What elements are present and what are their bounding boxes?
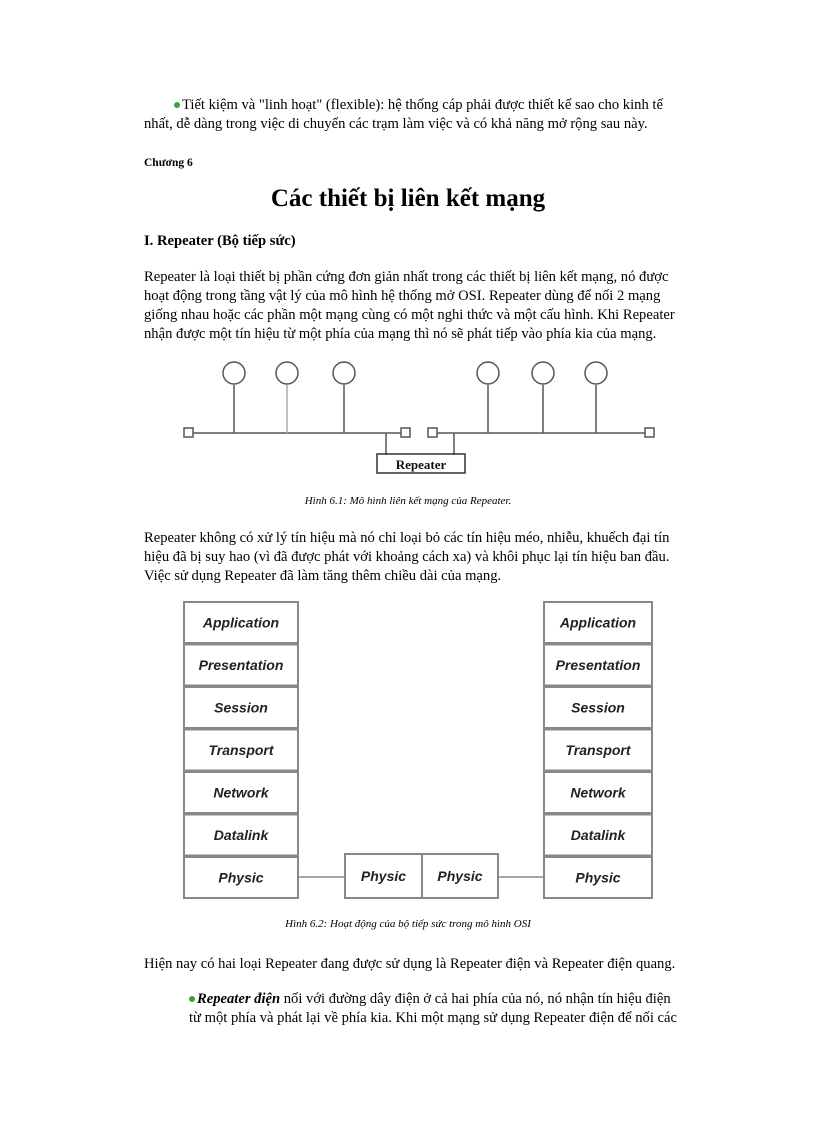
right-layer-network-label: Network	[570, 784, 626, 801]
right-layer-transport-label: Transport	[565, 742, 631, 758]
bullet-icon	[189, 996, 195, 1002]
bullet-icon	[174, 102, 180, 108]
para1-line2: hoạt động trong tầng vật lý của mô hình hệ thống mở OSI. Repeater dùng để nối 2 mạng	[144, 288, 661, 304]
node-icon	[333, 362, 355, 384]
para2-line2: hiệu đã bị suy hao (vì đã được phát với khoảng cách xa) và khôi phục lại tín hiệu ban đầu.	[144, 549, 670, 565]
terminator-icon	[428, 428, 437, 437]
terminator-icon	[184, 428, 193, 437]
bullet2	[189, 990, 671, 1009]
para1-line4: nhận được một tín hiệu từ một phía của mạng thì nó sẽ phát tiếp vào phía kia của mạng.	[144, 326, 657, 342]
middle-physic-2-label: Physic	[437, 868, 483, 884]
para1-line3: giống nhau hoặc các phần một mạng cùng có một nghi thức và một cấu hình. Khi Repeater	[144, 307, 675, 323]
left-layer-session-label: Session	[214, 699, 268, 716]
middle-physic-1-label: Physic	[360, 868, 407, 884]
left-layer-application-label: Application	[202, 614, 280, 631]
node-icon	[223, 362, 245, 384]
para2-line3: Việc sử dụng Repeater đã làm tăng thêm chiều dài của mạng.	[144, 568, 502, 584]
chapter-title: Các thiết bị liên kết mạng	[270, 185, 546, 212]
left-layer-transport-label: Transport	[208, 742, 274, 758]
section-heading: I. Repeater (Bộ tiếp sức)	[144, 233, 296, 249]
node-icon	[585, 362, 607, 384]
chapter-label: Chương 6	[144, 157, 193, 169]
para3: Hiện nay có hai loại Repeater đang được sử dụng là Repeater điện và Repeater điện quang.	[144, 956, 676, 972]
figure2-osi-diagram	[0, 598, 816, 904]
left-layer-network-label: Network	[213, 784, 269, 801]
intro-bullet	[174, 96, 663, 115]
figure1-repeater-diagram	[0, 355, 816, 480]
bullet2-rest: nối với đường dây điện ở cả hai phía của nó, nó nhận tín hiệu điện	[280, 991, 671, 1007]
bullet2-term: Repeater điện	[197, 991, 281, 1007]
left-layer-physic-label: Physic	[218, 869, 264, 886]
bullet2-line2: từ một phía và phát lại về phía kia. Khi một mạng sử dụng Repeater điện để nối các	[189, 1010, 677, 1026]
right-layer-presentation-label: Presentation	[555, 657, 641, 673]
terminator-icon	[645, 428, 654, 437]
figure1-caption: Hình 6.1: Mô hình liên kết mạng của Repeater.	[304, 495, 512, 507]
right-layer-application-label: Application	[559, 614, 637, 631]
node-icon	[276, 362, 298, 384]
para2-line1: Repeater không có xử lý tín hiệu mà nó chỉ loại bỏ các tín hiệu méo, nhiễu, khuếch đại tín	[144, 530, 670, 546]
node-icon	[477, 362, 499, 384]
figure2-caption: Hình 6.2: Hoạt động của bộ tiếp sức trong mô hình OSI	[285, 918, 531, 930]
right-layer-datalink-label: Datalink	[570, 827, 626, 843]
para1-line1: Repeater là loại thiết bị phần cứng đơn giản nhất trong các thiết bị liên kết mạng, nó được	[144, 269, 669, 285]
node-icon	[532, 362, 554, 384]
intro-bullet-line2: nhất, dễ dàng trong việc di chuyển các trạm làm việc và có khả năng mở rộng sau này.	[144, 116, 648, 132]
left-layer-presentation-label: Presentation	[198, 657, 284, 673]
right-layer-session-label: Session	[571, 699, 625, 716]
left-layer-datalink-label: Datalink	[213, 827, 269, 843]
repeater-label: Repeater	[395, 457, 447, 472]
intro-bullet-line1: Tiết kiệm và "linh hoạt" (flexible): hệ thống cáp phải được thiết kế sao cho kinh tế	[182, 97, 663, 113]
terminator-icon	[401, 428, 410, 437]
right-layer-physic-label: Physic	[575, 869, 621, 886]
